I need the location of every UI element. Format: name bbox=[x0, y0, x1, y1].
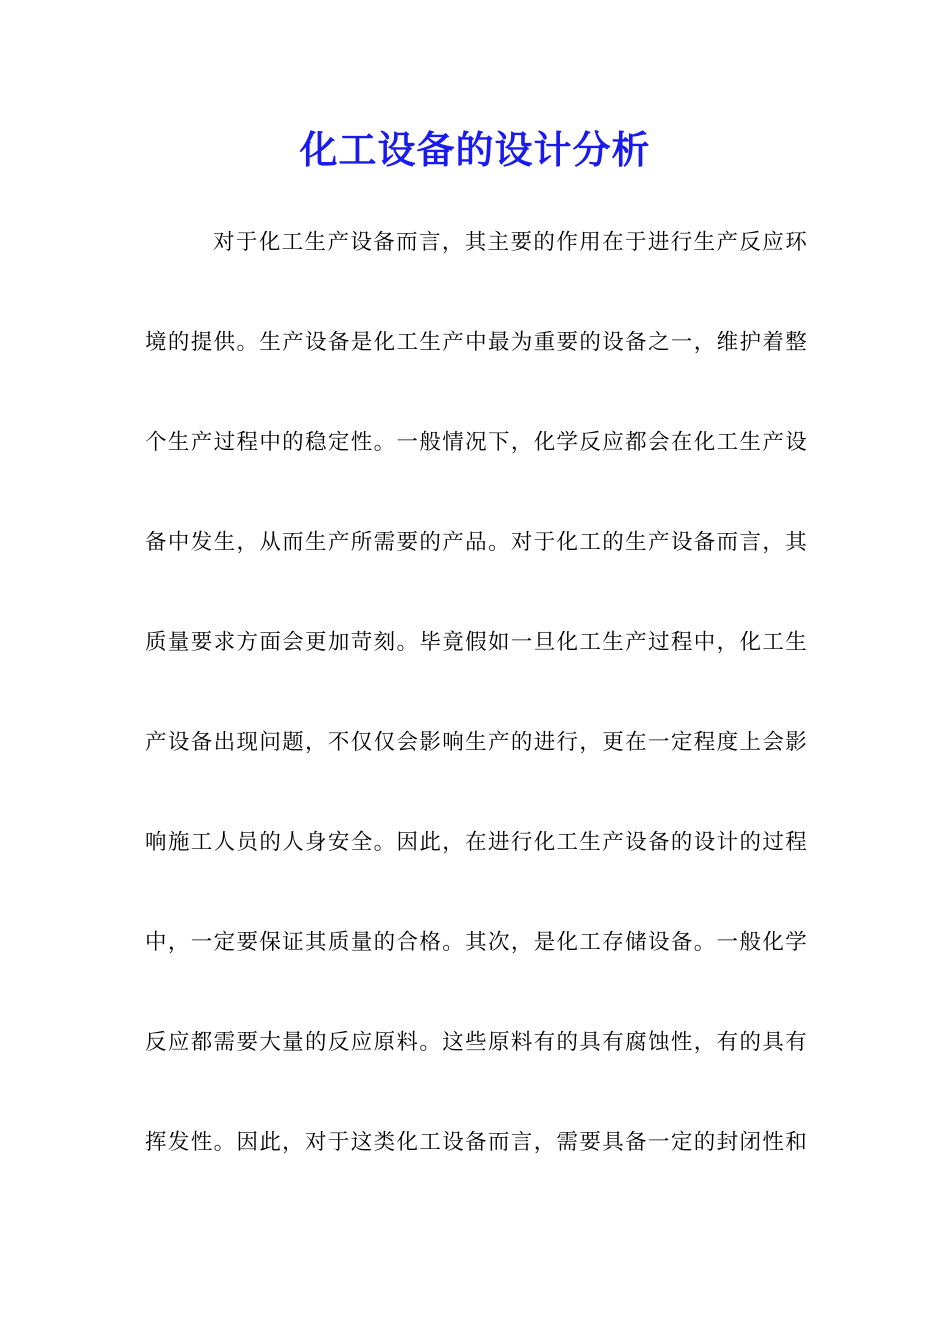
paragraph-line: 产设备出现问题，不仅仅会影响生产的进行，更在一定程度上会影 bbox=[145, 730, 807, 755]
paragraph-line: 对于化工生产设备而言，其主要的作用在于进行生产反应环 bbox=[213, 230, 807, 255]
document-title: 化工设备的设计分析 bbox=[299, 127, 651, 172]
paragraph-line: 中，一定要保证其质量的合格。其次，是化工存储设备。一般化学 bbox=[145, 930, 807, 955]
paragraph-line: 个生产过程中的稳定性。一般情况下，化学反应都会在化工生产设 bbox=[145, 430, 807, 455]
paragraph-line: 挥发性。因此，对于这类化工设备而言，需要具备一定的封闭性和 bbox=[145, 1130, 807, 1155]
paragraph-line: 境的提供。生产设备是化工生产中最为重要的设备之一，维护着整 bbox=[145, 330, 807, 355]
paragraph-line: 备中发生，从而生产所需要的产品。对于化工的生产设备而言，其 bbox=[145, 530, 807, 555]
paragraph-line: 质量要求方面会更加苛刻。毕竟假如一旦化工生产过程中，化工生 bbox=[145, 630, 807, 655]
paragraph-line: 反应都需要大量的反应原料。这些原料有的具有腐蚀性，有的具有 bbox=[145, 1030, 807, 1055]
paragraph-line: 响施工人员的人身安全。因此，在进行化工生产设备的设计的过程 bbox=[145, 830, 807, 855]
